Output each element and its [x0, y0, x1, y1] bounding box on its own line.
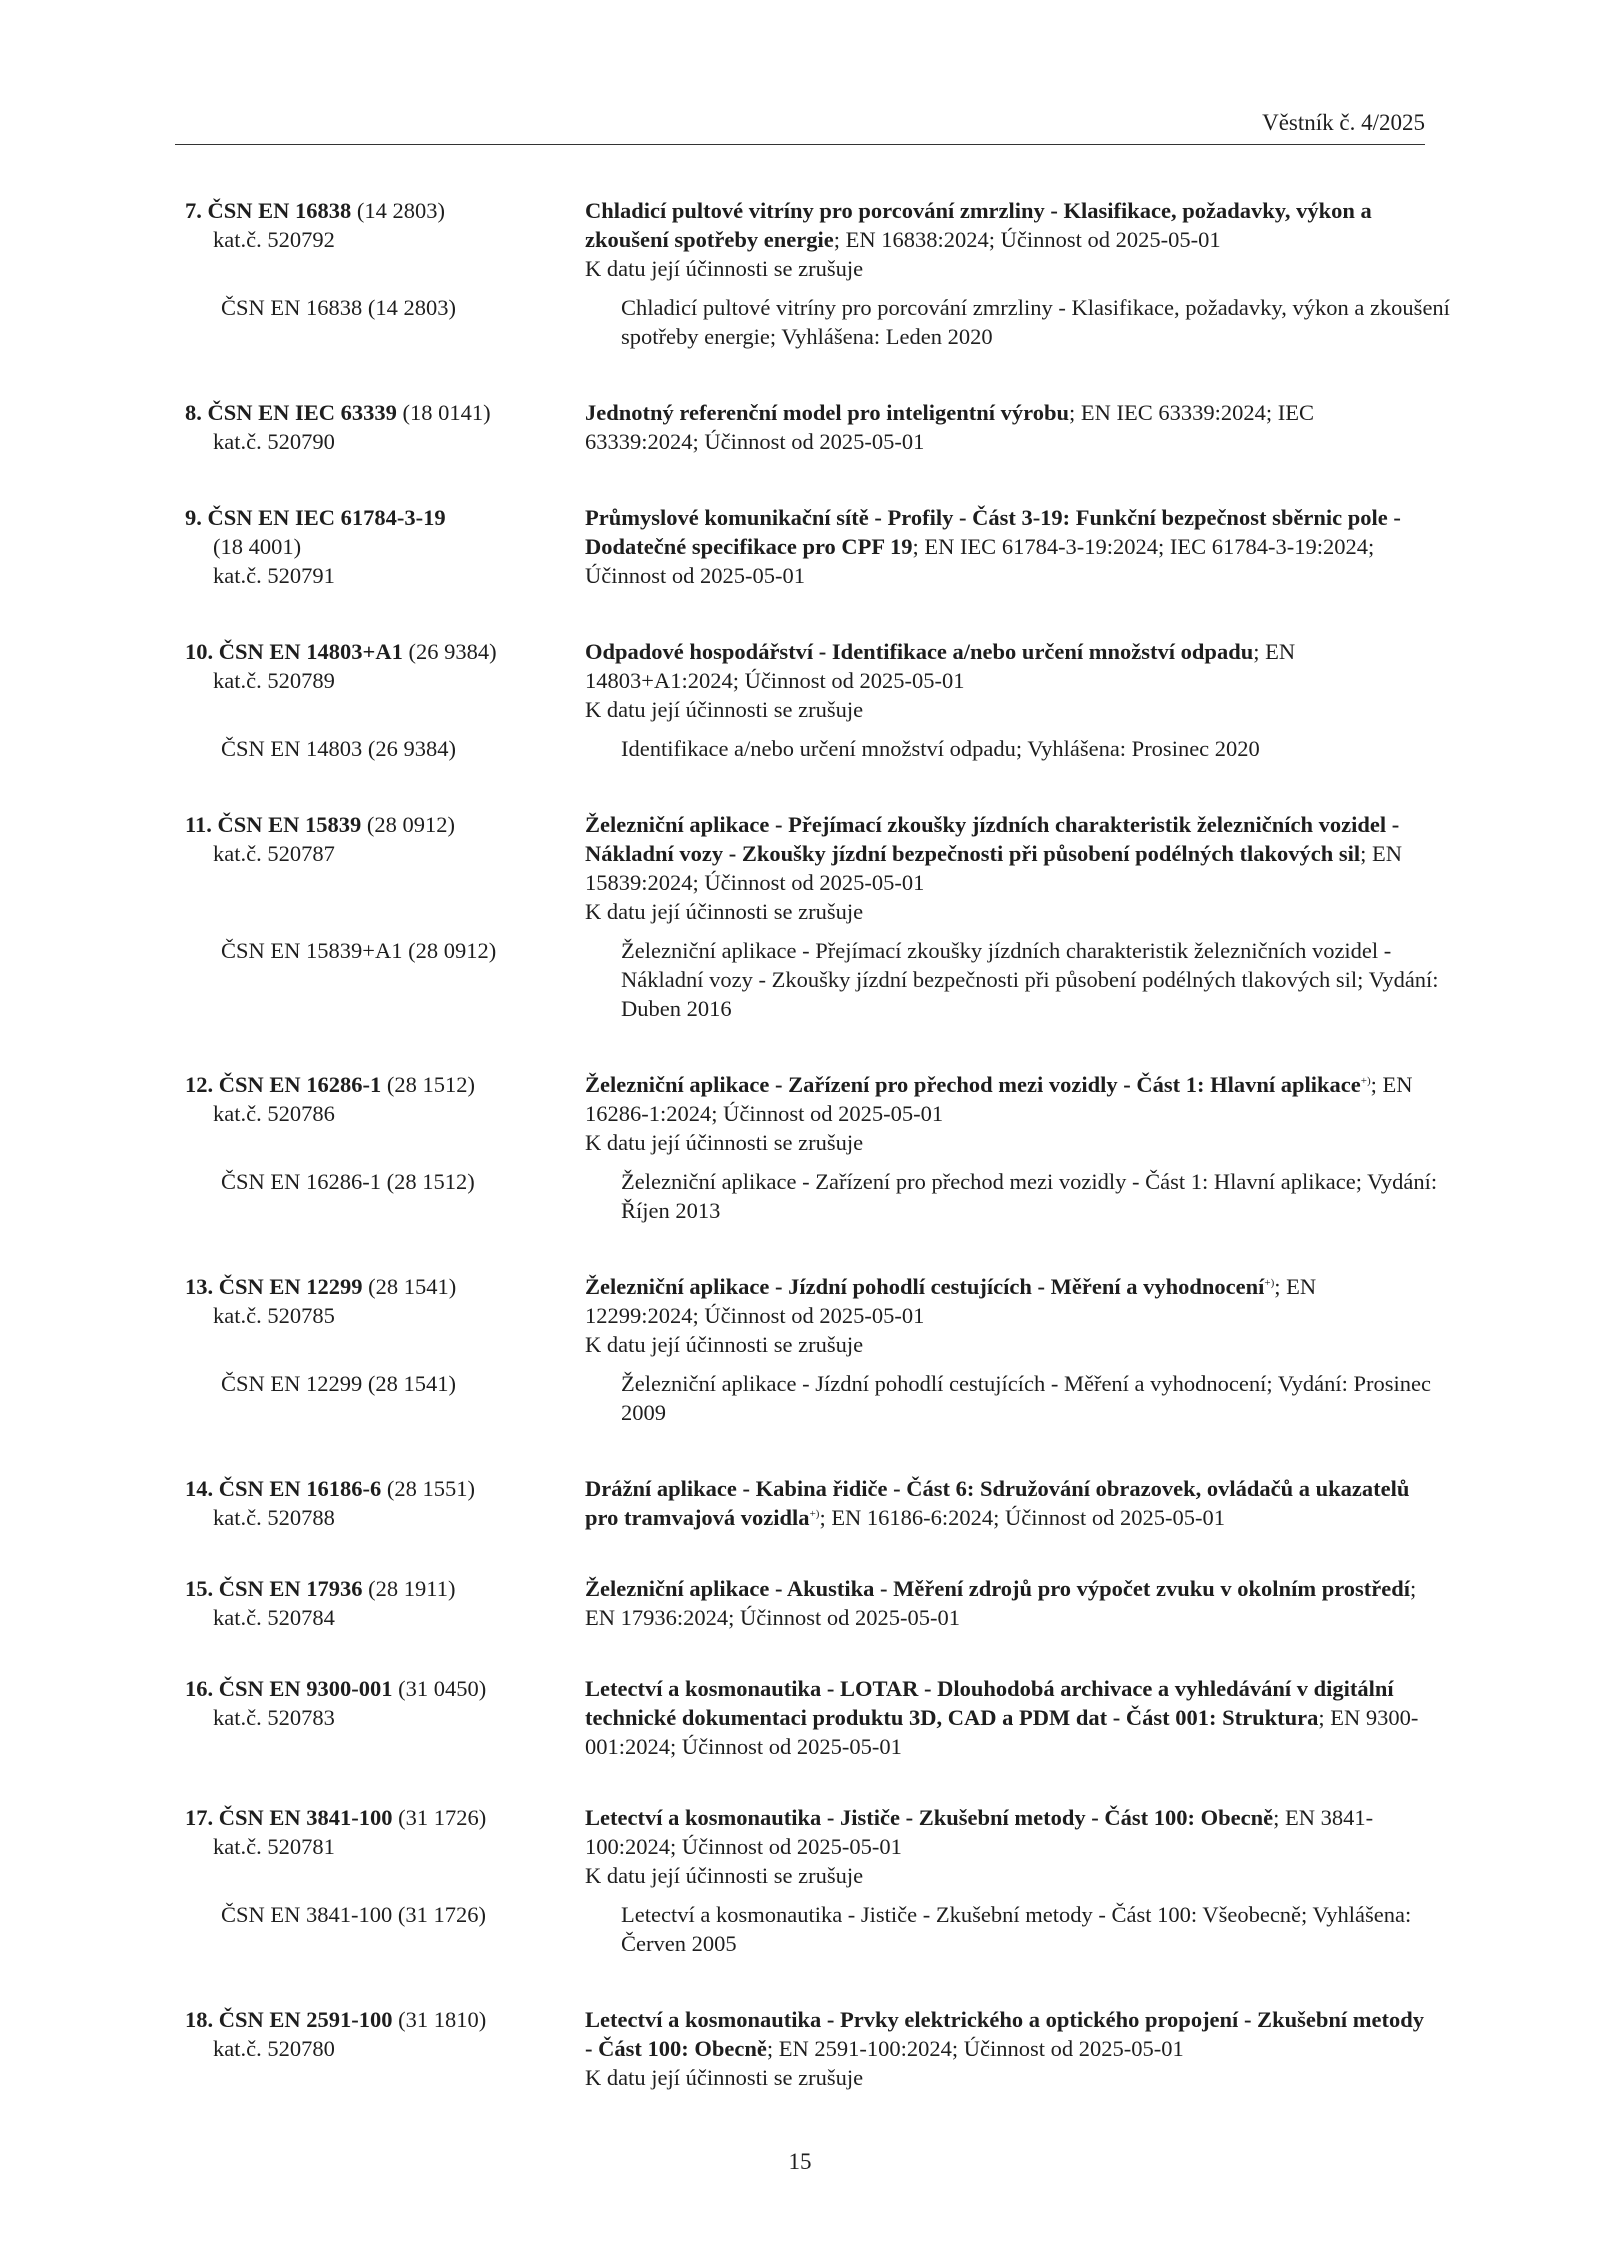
catalog-number: kat.č. 520783: [213, 1705, 335, 1730]
replaced-standard-row: [185, 734, 1425, 763]
standard-description-column: [585, 398, 1425, 456]
standard-id-line: [185, 503, 585, 532]
classification-code: (28 1551): [381, 1476, 476, 1501]
standard-code: ČSN EN IEC 61784-3-19: [207, 505, 446, 530]
classification-code: (18 0141): [396, 400, 491, 425]
standard-entry: [185, 1574, 1425, 1632]
catalog-number: kat.č. 520791: [213, 563, 335, 588]
replaced-standard-row: [185, 1167, 1438, 1225]
standard-title: Drážní aplikace - Kabina řidiče - Část 6: Sdružování obrazovek, ovládačů a ukazatelů pro tramvajová vozidla: [585, 1476, 1410, 1530]
classification-code: (18 4001): [213, 534, 302, 559]
standard-description-column: [585, 1803, 1425, 1890]
replaced-standard-row: [185, 936, 1439, 1023]
replaced-standard-text: Železniční aplikace - Přejímací zkoušky jízdních charakteristik železničních vozidel - Nákladní vozy - Zkoušky jízdní bezpečnosti při působení podélných tlakových sil; Vydání: Duben 2016: [621, 938, 1439, 1021]
replaced-standard-text: Chladicí pultové vitríny pro porcování zmrzliny - Klasifikace, požadavky, výkon a zkoušení spotřeby energie; Vyhlášena: Leden 2020: [621, 295, 1450, 349]
replaced-standard-code: ČSN EN 3841-100 (31 1726): [221, 1902, 486, 1927]
withdrawal-note: K datu její účinnosti se zrušuje: [585, 899, 864, 924]
footnote-marker: +): [1264, 1277, 1275, 1289]
withdrawal-note: K datu její účinnosti se zrušuje: [585, 697, 864, 722]
classification-code: (28 1911): [362, 1576, 456, 1601]
standard-description-column: [585, 2005, 1425, 2092]
standard-entry: [185, 2005, 1425, 2092]
catalog-number: kat.č. 520792: [213, 227, 335, 252]
standard-details: ; EN 17936:2024; Účinnost od 2025-05-01: [585, 1576, 1417, 1630]
standard-description: [585, 1272, 1425, 1330]
replaced-standard-code: ČSN EN 14803 (26 9384): [221, 736, 456, 761]
standard-main-row: [185, 1070, 1425, 1157]
standard-details: ; EN 16286-1:2024; Účinnost od 2025-05-01: [585, 1072, 1413, 1126]
catalog-number: kat.č. 520790: [213, 429, 335, 454]
standard-description: [585, 810, 1425, 897]
replaced-standard-text: Identifikace a/nebo určení množství odpadu; Vyhlášena: Prosinec 2020: [621, 736, 1260, 761]
replaced-standard-row: [185, 1900, 1425, 1958]
classification-code: (28 1512): [381, 1072, 476, 1097]
standard-description: [585, 1803, 1425, 1861]
withdrawal-note: K datu její účinnosti se zrušuje: [585, 1332, 864, 1357]
standard-entry: [185, 637, 1425, 763]
standard-id-line: [185, 1474, 585, 1503]
standard-main-row: [185, 2005, 1425, 2092]
standard-id-line: [185, 810, 585, 839]
standard-id-line: [185, 1070, 585, 1099]
entry-number: 17.: [185, 1805, 214, 1830]
catalog-number: kat.č. 520788: [213, 1505, 335, 1530]
standard-main-row: [185, 1674, 1425, 1761]
standard-id-line: [185, 196, 585, 225]
standard-main-row: [185, 1474, 1425, 1532]
entry-number: 10.: [185, 639, 214, 664]
standard-entry: [185, 1070, 1438, 1225]
entry-number: 8.: [185, 400, 202, 425]
entry-number: 16.: [185, 1676, 214, 1701]
standard-description: [585, 1674, 1425, 1761]
replaced-standard-code: ČSN EN 15839+A1 (28 0912): [221, 938, 497, 963]
standard-description-column: [585, 1070, 1425, 1157]
entry-number: 14.: [185, 1476, 214, 1501]
standard-main-row: [185, 398, 1425, 456]
withdrawal-note: K datu její účinnosti se zrušuje: [585, 2065, 864, 2090]
standard-description-column: [585, 503, 1425, 590]
catalog-number: kat.č. 520786: [213, 1101, 335, 1126]
standard-entry: [185, 1272, 1431, 1427]
catalog-number: kat.č. 520781: [213, 1834, 335, 1859]
standard-id-column: [185, 503, 585, 590]
entry-number: 18.: [185, 2007, 214, 2032]
standard-description: [585, 637, 1425, 695]
standard-main-row: [185, 196, 1425, 283]
standard-description-column: [585, 1574, 1425, 1632]
entry-number: 12.: [185, 1072, 214, 1097]
standard-description: [585, 1070, 1425, 1128]
catalog-number: kat.č. 520789: [213, 668, 335, 693]
catalog-number: kat.č. 520784: [213, 1605, 335, 1630]
replaced-standard-row: [185, 293, 1450, 351]
standard-details: ; EN 16186-6:2024; Účinnost od 2025-05-01: [819, 1505, 1226, 1530]
entry-number: 13.: [185, 1274, 214, 1299]
standard-details: ; EN IEC 63339:2024; IEC 63339:2024; Účinnost od 2025-05-01: [585, 400, 1314, 454]
entry-number: 11.: [185, 812, 212, 837]
standard-title: Letectví a kosmonautika - LOTAR - Dlouhodobá archivace a vyhledávání v digitální technické dokumentaci produktu 3D, CAD a PDM dat - Část 001: Struktura: [585, 1676, 1394, 1730]
standard-description-column: [585, 810, 1425, 926]
standard-entry: [185, 1803, 1425, 1958]
classification-code: (28 1541): [362, 1274, 457, 1299]
page-number: 15: [788, 2149, 812, 2174]
standard-id-line: [185, 2005, 585, 2034]
withdrawal-note: K datu její účinnosti se zrušuje: [585, 1130, 864, 1155]
replaced-standard-text: Železniční aplikace - Zařízení pro přechod mezi vozidly - Část 1: Hlavní aplikace; Vydání: Říjen 2013: [621, 1169, 1438, 1223]
standard-code: ČSN EN 12299: [218, 1274, 363, 1299]
standard-entry: [185, 810, 1439, 1023]
standard-code: ČSN EN 9300-001: [218, 1676, 393, 1701]
standard-entry: [185, 1674, 1425, 1761]
standard-id-line: [185, 637, 585, 666]
standard-details: ; EN 16838:2024; Účinnost od 2025-05-01: [833, 227, 1221, 252]
standard-entry: [185, 1474, 1425, 1532]
standard-description: [585, 503, 1425, 590]
replaced-standard-text: Železniční aplikace - Jízdní pohodlí cestujících - Měření a vyhodnocení; Vydání: Prosinec 2009: [621, 1371, 1431, 1425]
standard-title: Železniční aplikace - Zařízení pro přechod mezi vozidly - Část 1: Hlavní aplikace: [585, 1072, 1361, 1097]
entry-number: 15.: [185, 1576, 214, 1601]
standard-details: ; EN 3841-100:2024; Účinnost od 2025-05-01: [585, 1805, 1374, 1859]
standard-title: Chladicí pultové vitríny pro porcování zmrzliny - Klasifikace, požadavky, výkon a zkoušení spotřeby energie: [585, 198, 1372, 252]
replaced-standard-code: ČSN EN 12299 (28 1541): [221, 1371, 456, 1396]
standard-id-column: [185, 1474, 585, 1532]
classification-code: (31 1726): [392, 1805, 487, 1830]
standard-code: ČSN EN 14803+A1: [218, 639, 403, 664]
classification-code: (31 0450): [392, 1676, 487, 1701]
standard-main-row: [185, 637, 1425, 724]
standard-main-row: [185, 810, 1425, 926]
standard-description: [585, 1574, 1425, 1632]
standard-details: ; EN IEC 61784-3-19:2024; IEC 61784-3-19:2024; Účinnost od 2025-05-01: [585, 534, 1375, 588]
standard-id-column: [185, 398, 585, 456]
standard-id-column: [185, 1803, 585, 1890]
standard-code: ČSN EN 3841-100: [218, 1805, 393, 1830]
classification-code: (31 1810): [392, 2007, 487, 2032]
bulletin-title: Věstník č. 4/2025: [1262, 110, 1425, 135]
standard-main-row: [185, 503, 1425, 590]
standard-details: ; EN 15839:2024; Účinnost od 2025-05-01: [585, 841, 1403, 895]
standard-id-line: [185, 1674, 585, 1703]
standard-entry: [185, 398, 1425, 456]
catalog-number: kat.č. 520787: [213, 841, 335, 866]
standard-id-column: [185, 2005, 585, 2092]
replaced-standard-text: Letectví a kosmonautika - Jističe - Zkušební metody - Část 100: Všeobecně; Vyhlášena: Červen 2005: [621, 1902, 1412, 1956]
standard-main-row: [185, 1803, 1425, 1890]
standard-id-line: [185, 1574, 585, 1603]
standard-code: ČSN EN IEC 63339: [207, 400, 397, 425]
withdrawal-note: K datu její účinnosti se zrušuje: [585, 256, 864, 281]
standard-title: Železniční aplikace - Jízdní pohodlí cestujících - Měření a vyhodnocení: [585, 1274, 1265, 1299]
classification-code: (26 9384): [402, 639, 497, 664]
replaced-standard-code: ČSN EN 16838 (14 2803): [221, 295, 456, 320]
standard-entry: [185, 196, 1450, 351]
standard-id-line: [185, 1272, 585, 1301]
standard-id-column: [185, 196, 585, 283]
standard-description-column: [585, 1474, 1425, 1532]
standard-main-row: [185, 1272, 1425, 1359]
standard-entry: [185, 503, 1425, 590]
standard-title: Železniční aplikace - Akustika - Měření zdrojů pro výpočet zvuku v okolním prostředí: [585, 1576, 1411, 1601]
standard-code: ČSN EN 17936: [218, 1576, 363, 1601]
entry-number: 7.: [185, 198, 202, 223]
standard-details: ; EN 2591-100:2024; Účinnost od 2025-05-01: [766, 2036, 1184, 2061]
entry-number: 9.: [185, 505, 202, 530]
catalog-number: kat.č. 520780: [213, 2036, 335, 2061]
page-header: [175, 108, 1425, 145]
standard-title: Letectví a kosmonautika - Jističe - Zkušební metody - Část 100: Obecně: [585, 1805, 1274, 1830]
standard-description: [585, 2005, 1425, 2063]
withdrawal-note: K datu její účinnosti se zrušuje: [585, 1863, 864, 1888]
standard-details: ; EN 9300-001:2024; Účinnost od 2025-05-01: [585, 1705, 1419, 1759]
replaced-standard-code: ČSN EN 16286-1 (28 1512): [221, 1169, 475, 1194]
standard-title: Jednotný referenční model pro inteligentní výrobu: [585, 400, 1069, 425]
standard-id-column: [185, 810, 585, 926]
standard-code: ČSN EN 15839: [217, 812, 362, 837]
standard-id-line: [185, 398, 585, 427]
classification-code: (14 2803): [351, 198, 446, 223]
standard-code: ČSN EN 16286-1: [218, 1072, 382, 1097]
standard-description-column: [585, 196, 1425, 283]
standard-id-column: [185, 1070, 585, 1157]
standard-description: [585, 398, 1425, 456]
standard-code: ČSN EN 16838: [207, 198, 352, 223]
classification-code: (28 0912): [361, 812, 456, 837]
standard-main-row: [185, 1574, 1425, 1632]
standard-description: [585, 1474, 1425, 1532]
standard-title: Letectví a kosmonautika - Prvky elektrického a optického propojení - Zkušební metody - Část 100: Obecně: [585, 2007, 1424, 2061]
standard-details: ; EN 12299:2024; Účinnost od 2025-05-01: [585, 1274, 1317, 1328]
standard-description: [585, 196, 1425, 254]
classification-code-line: [185, 532, 585, 561]
standard-code: ČSN EN 16186-6: [218, 1476, 382, 1501]
replaced-standard-row: [185, 1369, 1431, 1427]
standard-id-column: [185, 1272, 585, 1359]
standard-description-column: [585, 637, 1425, 724]
footnote-marker: +): [1360, 1075, 1371, 1087]
catalog-number: kat.č. 520785: [213, 1303, 335, 1328]
standards-list: [185, 196, 1450, 2139]
standard-code: ČSN EN 2591-100: [218, 2007, 393, 2032]
standard-id-column: [185, 1674, 585, 1761]
standard-description-column: [585, 1272, 1425, 1359]
standard-title: Odpadové hospodářství - Identifikace a/nebo určení množství odpadu: [585, 639, 1254, 664]
standard-details: ; EN 14803+A1:2024; Účinnost od 2025-05-01: [585, 639, 1296, 693]
footnote-marker: +): [809, 1508, 820, 1520]
standard-title: Železniční aplikace - Přejímací zkoušky jízdních charakteristik železničních vozidel - Nákladní vozy - Zkoušky jízdní bezpečnosti při působení podélných tlakových sil: [585, 812, 1400, 866]
standard-id-line: [185, 1803, 585, 1832]
standard-description-column: [585, 1674, 1425, 1761]
standard-id-column: [185, 637, 585, 724]
standard-id-column: [185, 1574, 585, 1632]
standard-title: Průmyslové komunikační sítě - Profily - Část 3-19: Funkční bezpečnost sběrnic pole - Dodatečné specifikace pro CPF 19: [585, 505, 1401, 559]
